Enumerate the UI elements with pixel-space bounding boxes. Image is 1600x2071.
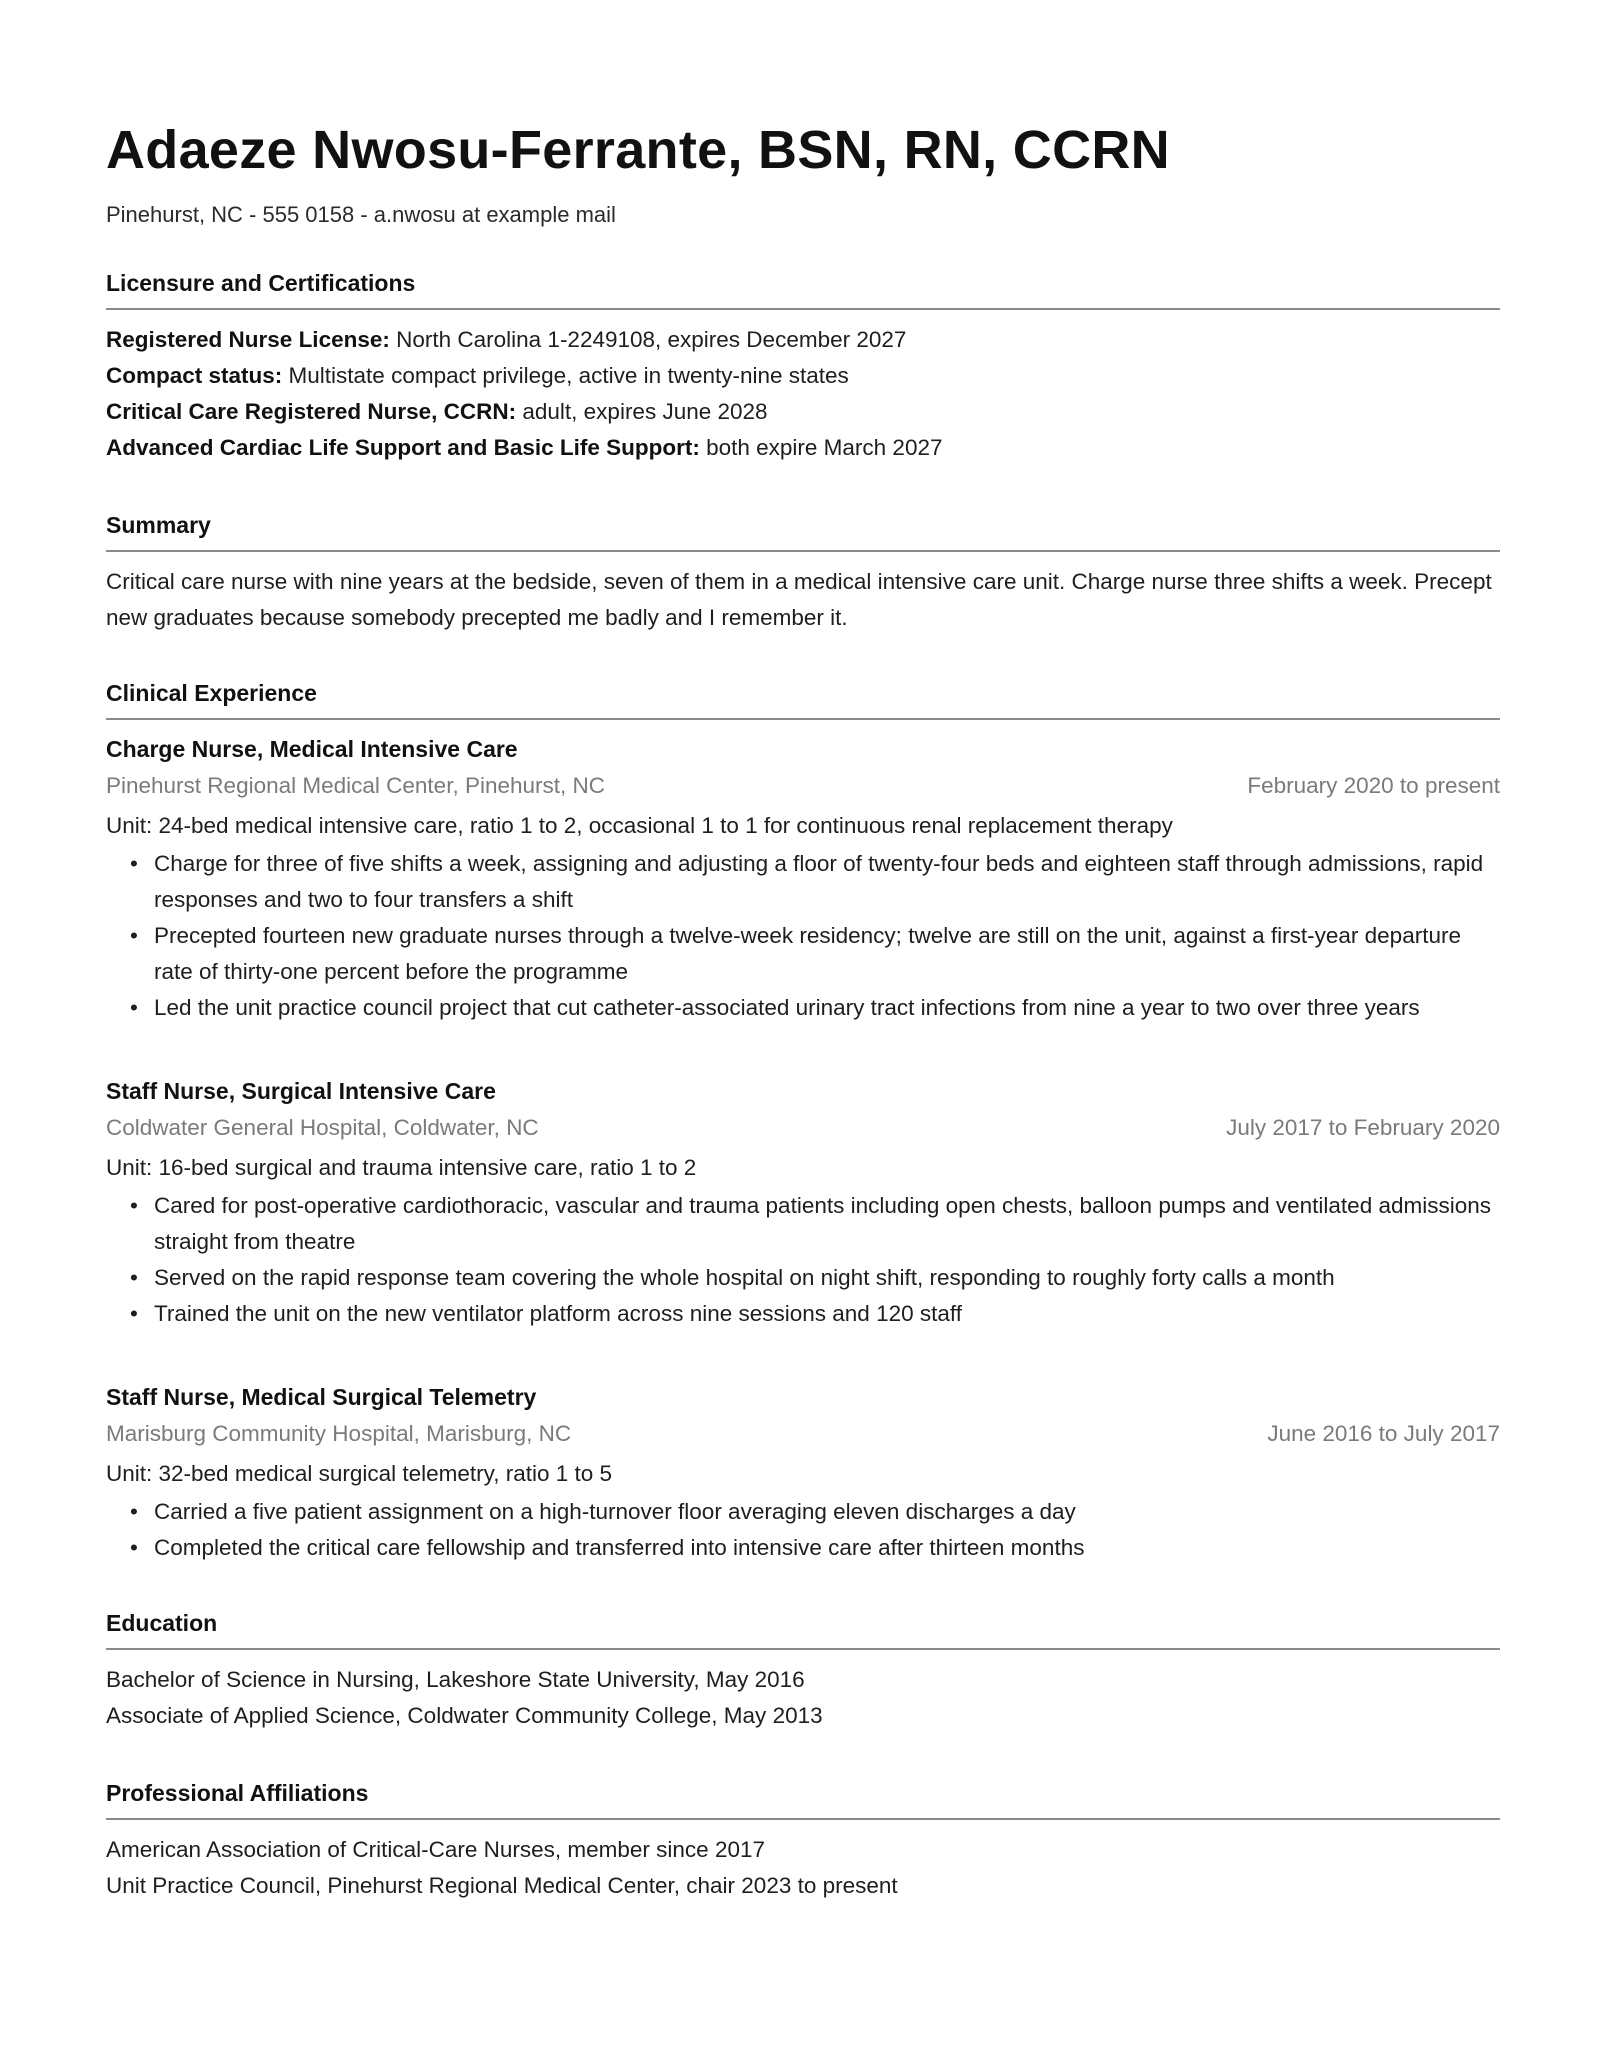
job-meta [106,1414,1500,1454]
licensure-section [106,268,1500,466]
bullet-text: Precepted fourteen new graduate nurses through a twelve-week residency; twelve are still on the unit, against a first-year departure rate of thirty-one percent before the programme [154,923,1461,984]
licensure-label: Compact status: [106,363,283,388]
list-item [130,1260,1500,1296]
job-title: Charge Nurse, Medical Intensive Care [106,736,518,762]
resume-content [106,118,1500,1904]
bullet-text: Carried a five patient assignment on a high-turnover floor averaging eleven discharges a day [154,1499,1076,1524]
job-bullets [106,1494,1500,1566]
job-employer: Marisburg Community Hospital, Marisburg, NC [106,1421,572,1446]
education-section [106,1608,1500,1734]
job-unit: Unit: 16-bed surgical and trauma intensive care, ratio 1 to 2 [106,1155,697,1180]
job-unit: Unit: 24-bed medical intensive care, ratio 1 to 2, occasional 1 to 1 for continuous renal replacement therapy [106,813,1173,838]
bullet-icon: • [130,1265,138,1290]
affiliation-item: American Association of Critical-Care Nurses, member since 2017 [106,1837,766,1862]
bullet-icon: • [130,1499,138,1524]
bullet-text: Served on the rapid response team covering the whole hospital on night shift, responding to roughly forty calls a month [154,1265,1335,1290]
licensure-value: Multistate compact privilege, active in twenty-nine states [282,363,849,388]
licensure-item [106,394,1500,430]
summary-text: Critical care nurse with nine years at the bedside, seven of them in a medical intensive care unit. Charge nurse three shifts a week. Precept new graduates because somebody precepted me badly and I remember it. [106,569,1492,630]
list-item [130,1530,1500,1566]
list-item [130,1494,1500,1530]
education-item: Bachelor of Science in Nursing, Lakeshore State University, May 2016 [106,1667,805,1692]
affiliation-item: Unit Practice Council, Pinehurst Regional Medical Center, chair 2023 to present [106,1873,898,1898]
section-title-education: Education [106,1608,1500,1650]
section-title-summary: Summary [106,510,1500,552]
summary-section [106,510,1500,636]
licensure-value: North Carolina 1-2249108, expires December 2027 [389,327,907,352]
bullet-icon: • [130,923,138,948]
job-bullets [106,846,1500,1026]
bullet-text: Trained the unit on the new ventilator platform across nine sessions and 120 staff [154,1301,962,1326]
experience-section [106,678,1500,1566]
bullet-text: Charge for three of five shifts a week, assigning and adjusting a floor of twenty-four beds and eighteen staff through admissions, rapid responses and two to four transfers a shift [154,851,1484,912]
job-meta [106,1108,1500,1148]
job-dates: February 2020 to present [1247,773,1500,798]
affiliations-section [106,1778,1500,1904]
bullet-icon: • [130,1193,138,1218]
licensure-item [106,358,1500,394]
job-entry [106,1074,1500,1332]
section-title-affiliations: Professional Affiliations [106,1778,1500,1820]
education-item: Associate of Applied Science, Coldwater Community College, May 2013 [106,1703,823,1728]
licensure-label: Registered Nurse License: [106,327,390,352]
job-unit: Unit: 32-bed medical surgical telemetry, ratio 1 to 5 [106,1461,613,1486]
bullet-text: Completed the critical care fellowship and transferred into intensive care after thirteen months [154,1535,1085,1560]
job-title: Staff Nurse, Medical Surgical Telemetry [106,1384,537,1410]
licensure-label: Advanced Cardiac Life Support and Basic Life Support: [106,435,700,460]
bullet-icon: • [130,995,138,1020]
list-item [130,990,1500,1026]
job-title: Staff Nurse, Surgical Intensive Care [106,1078,496,1104]
list-item [130,918,1500,990]
licensure-item [106,430,1500,466]
list-item [130,846,1500,918]
job-entry [106,1380,1500,1566]
job-dates: July 2017 to February 2020 [1226,1115,1500,1140]
section-title-licensure: Licensure and Certifications [106,268,1500,310]
job-employer: Coldwater General Hospital, Coldwater, NC [106,1115,539,1140]
section-title-experience: Clinical Experience [106,678,1500,720]
job-employer: Pinehurst Regional Medical Center, Pinehurst, NC [106,773,605,798]
job-dates: June 2016 to July 2017 [1267,1421,1500,1446]
contact-line: Pinehurst, NC - 555 0158 - a.nwosu at example mail [106,202,616,227]
licensure-value: adult, expires June 2028 [516,399,768,424]
bullet-icon: • [130,851,138,876]
job-bullets [106,1188,1500,1332]
licensure-label: Critical Care Registered Nurse, CCRN: [106,399,517,424]
list-item [130,1188,1500,1260]
bullet-icon: • [130,1535,138,1560]
bullet-text: Cared for post-operative cardiothoracic, vascular and trauma patients including open chests, balloon pumps and ventilated admissions straight from theatre [154,1193,1492,1254]
job-entry [106,732,1500,1026]
job-meta [106,766,1500,806]
bullet-text: Led the unit practice council project that cut catheter-associated urinary tract infections from nine a year to two over three years [154,995,1420,1020]
candidate-name: Adaeze Nwosu-Ferrante, BSN, RN, CCRN [106,120,1170,180]
list-item [130,1296,1500,1332]
licensure-value: both expire March 2027 [699,435,943,460]
bullet-icon: • [130,1301,138,1326]
licensure-item [106,322,1500,358]
